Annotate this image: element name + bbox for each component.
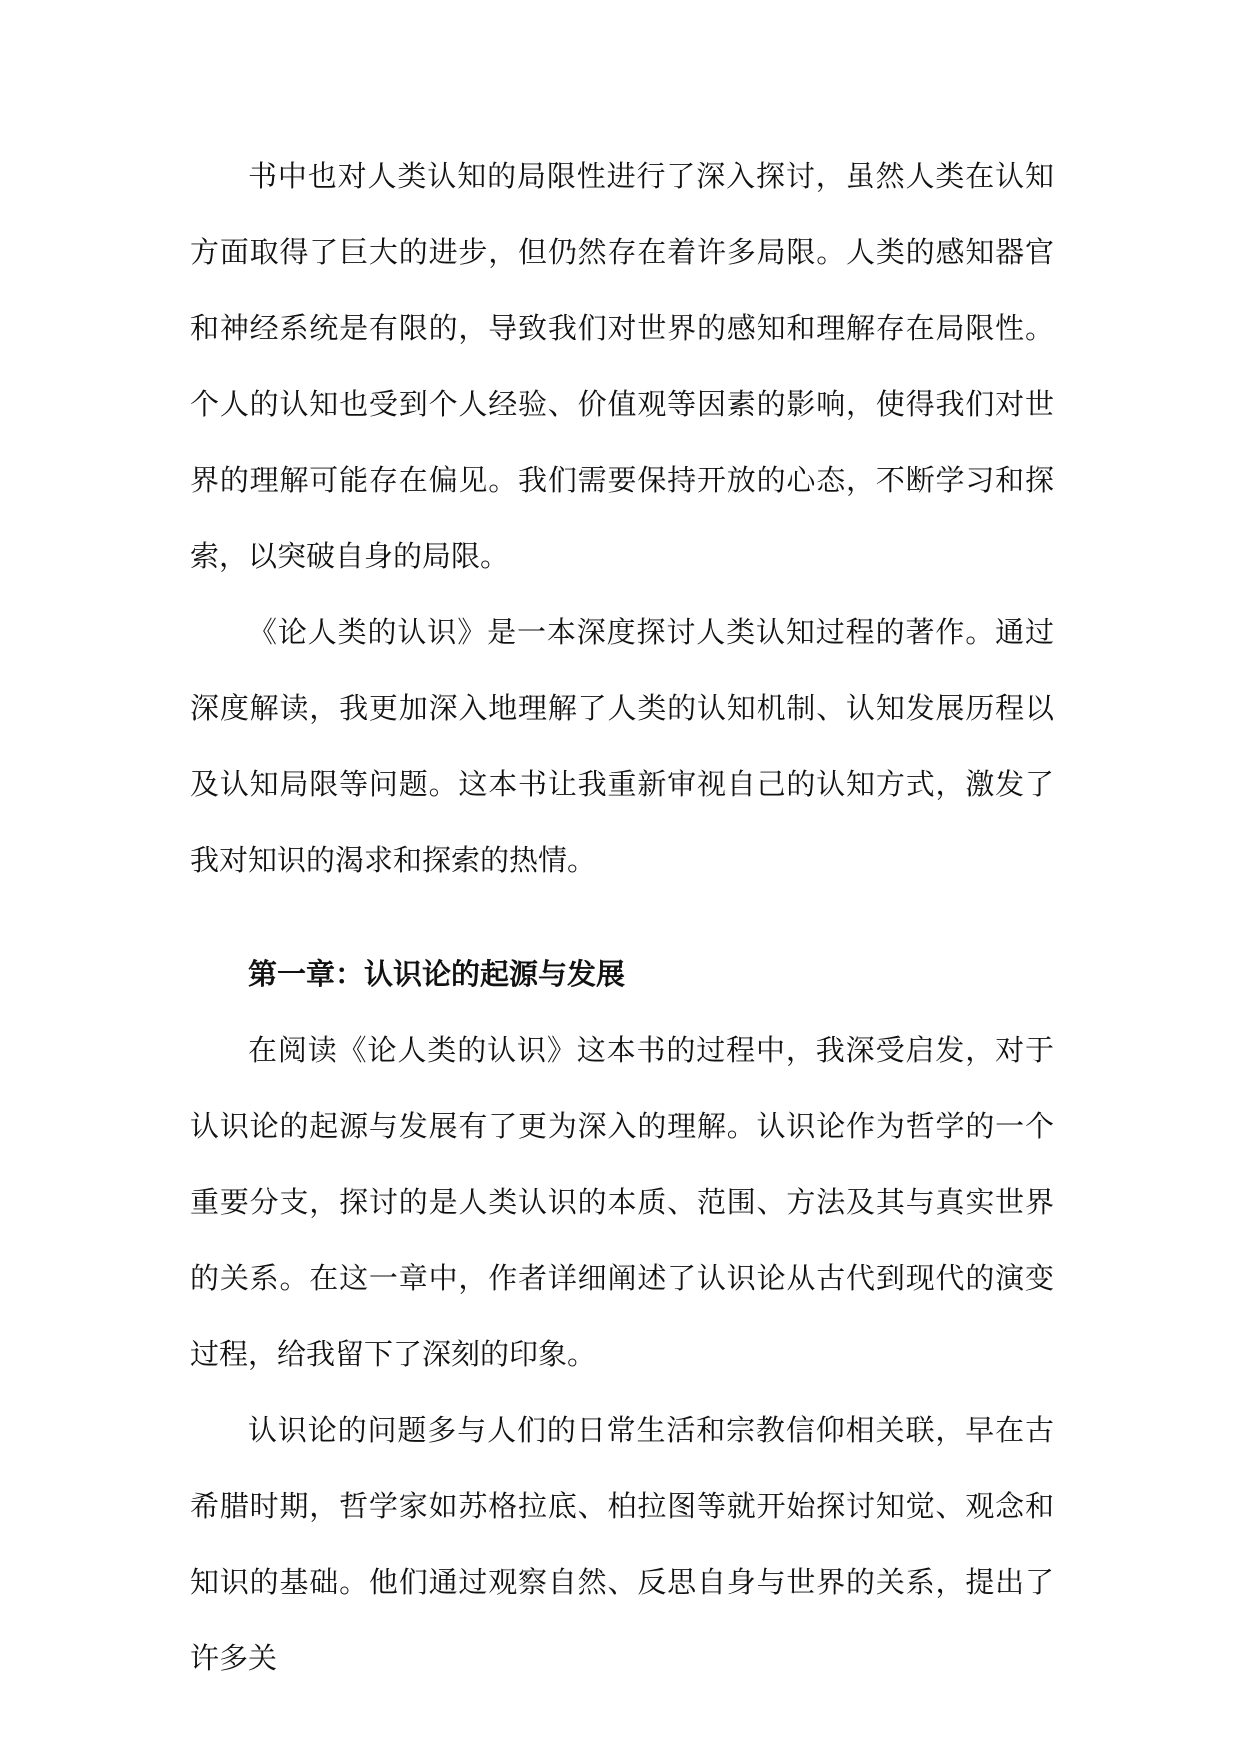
document-body: [190, 138, 1054, 1696]
paragraph-epistemology-origin: 在阅读《论人类的认识》这本书的过程中，我深受启发，对于认识论的起源与发展有了更为深入的理解。认识论作为哲学的一个重要分支，探讨的是人类认识的本质、范围、方法及其与真实世界的关系。在这一章中，作者详细阐述了认识论从古代到现代的演变过程，给我留下了深刻的印象。: [190, 1033, 1054, 1371]
paragraph-cognitive-limits: 书中也对人类认知的局限性进行了深入探讨，虽然人类在认知方面取得了巨大的进步，但仍然存在着许多局限。人类的感知器官和神经系统是有限的，导致我们对世界的感知和理解存在局限性。个人的认知也受到个人经验、价值观等因素的影响，使得我们对世界的理解可能存在偏见。我们需要保持开放的心态，不断学习和探索，以突破自身的局限。: [190, 159, 1054, 573]
chapter-heading: 第一章：认识论的起源与发展: [248, 957, 626, 991]
paragraph-book-summary: 《论人类的认识》是一本深度探讨人类认知过程的著作。通过深度解读，我更加深入地理解了人类的认知机制、认知发展历程以及认知局限等问题。这本书让我重新审视自己的认知方式，激发了我对知识的渴求和探索的热情。: [190, 615, 1054, 877]
paragraph-ancient-greece: 认识论的问题多与人们的日常生活和宗教信仰相关联，早在古希腊时期，哲学家如苏格拉底、柏拉图等就开始探讨知觉、观念和知识的基础。他们通过观察自然、反思自身与世界的关系，提出了许多关: [190, 1413, 1054, 1675]
